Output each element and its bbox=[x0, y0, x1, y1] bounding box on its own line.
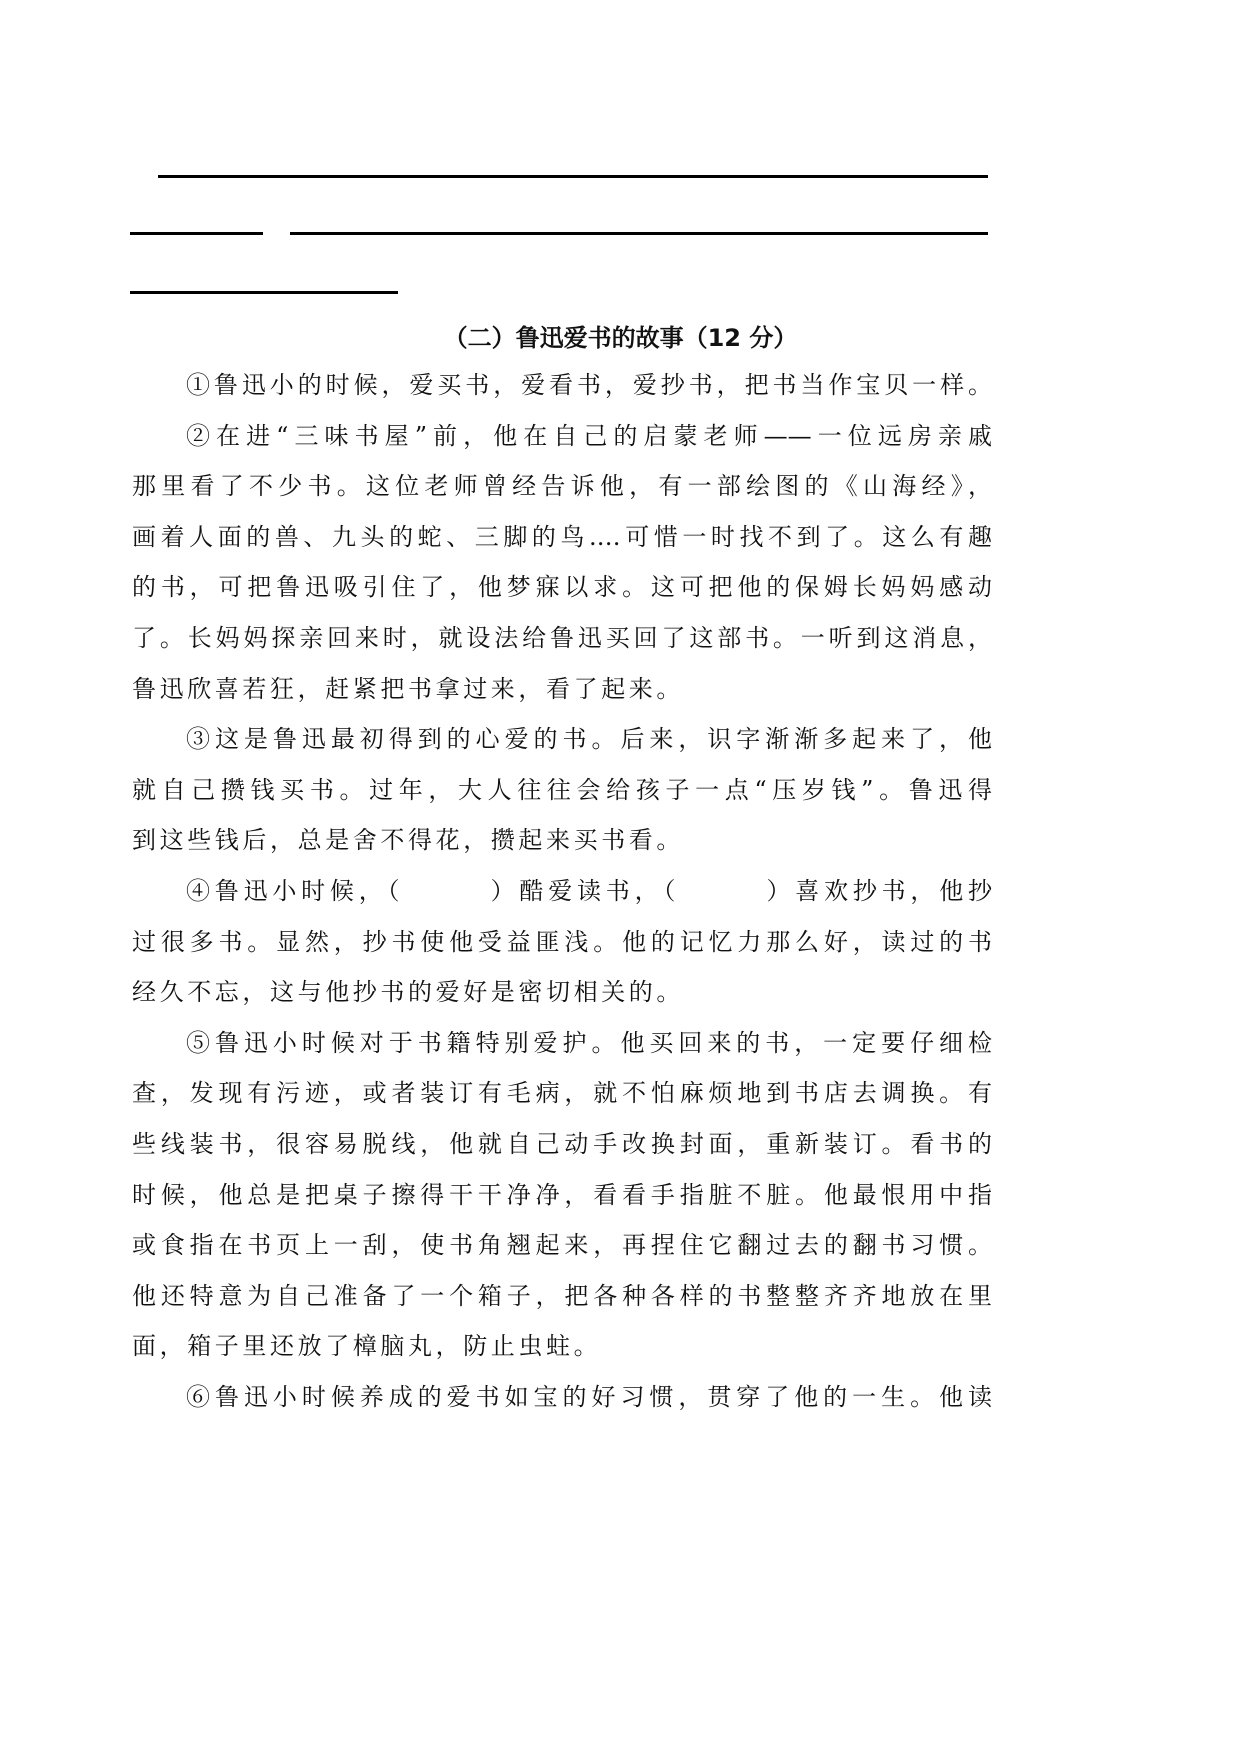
passage-line: 面，箱子里还放了樟脑丸，防止虫蛀。 bbox=[132, 1332, 602, 1361]
answer-line-3 bbox=[130, 291, 398, 294]
section-title: （二）鲁迅爱书的故事（12 分） bbox=[443, 324, 798, 352]
passage-line: ①鲁迅小的时候，爱买书，爱看书，爱抄书，把书当作宝贝一样。 bbox=[186, 371, 992, 399]
passage-line: 画着人面的兽、九头的蛇、三脚的鸟.…可惜一时找不到了。这么有趣 bbox=[132, 522, 992, 551]
passage-line: 就自己攒钱买书。过年，大人往往会给孩子一点“压岁钱”。鲁迅得 bbox=[132, 775, 992, 804]
passage-line: ④鲁迅小时候，（ ）酷爱读书，（ ）喜欢抄书，他抄 bbox=[186, 877, 992, 905]
passage-line: 的书，可把鲁迅吸引住了，他梦寐以求。这可把他的保姆长妈妈感动 bbox=[132, 573, 992, 602]
passage-line: 到这些钱后，总是舍不得花，攒起来买书看。 bbox=[132, 826, 684, 855]
passage-line: 些线装书，很容易脱线，他就自己动手改换封面，重新装订。看书的 bbox=[132, 1130, 992, 1158]
passage-line: 他还特意为自己准备了一个箱子，把各种各样的书整整齐齐地放在里 bbox=[132, 1281, 992, 1310]
passage-line: ⑥鲁迅小时候养成的爱书如宝的好习惯，贯穿了他的一生。他读 bbox=[186, 1383, 992, 1411]
passage-line: 时候，他总是把桌子擦得干干净净，看看手指脏不脏。他最恨用中指 bbox=[132, 1180, 992, 1209]
passage-line: 过很多书。显然，抄书使他受益匪浅。他的记忆力那么好，读过的书 bbox=[132, 927, 992, 956]
passage-line: ⑤鲁迅小时候对于书籍特别爱护。他买回来的书，一定要仔细检 bbox=[186, 1028, 992, 1057]
answer-line-2a bbox=[130, 232, 263, 235]
passage-line: ③这是鲁迅最初得到的心爱的书。后来，识字渐渐多起来了，他 bbox=[186, 725, 992, 754]
passage-line: 那里看了不少书。这位老师曾经告诉他，有一部绘图的《山海经》， bbox=[132, 472, 992, 501]
passage-line: ②在进“三味书屋”前，他在自己的启蒙老师——一位远房亲戚 bbox=[186, 421, 992, 450]
answer-line-1 bbox=[158, 175, 988, 178]
passage-line: 经久不忘，这与他抄书的爱好是密切相关的。 bbox=[132, 978, 684, 1007]
passage-line: 或食指在书页上一刮，使书角翘起来，再捏住它翻过去的翻书习惯。 bbox=[132, 1231, 992, 1260]
passage-line: 鲁迅欣喜若狂，赶紧把书拿过来，看了起来。 bbox=[132, 674, 684, 703]
passage-line: 了。长妈妈探亲回来时，就设法给鲁迅买回了这部书。一听到这消息， bbox=[132, 624, 992, 652]
answer-line-2b bbox=[290, 232, 988, 235]
passage-line: 查，发现有污迹，或者装订有毛病，就不怕麻烦地到书店去调换。有 bbox=[132, 1079, 992, 1108]
